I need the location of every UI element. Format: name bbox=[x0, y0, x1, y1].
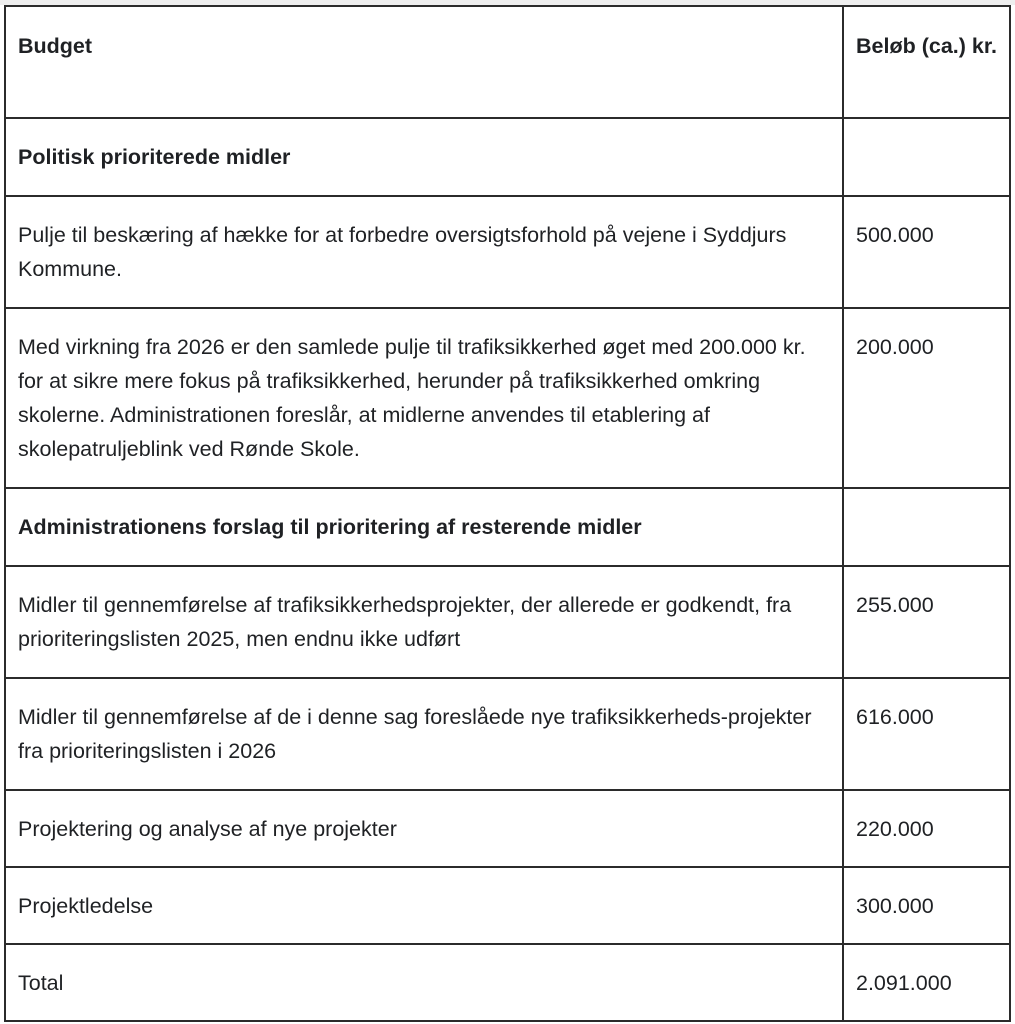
amount-cell: 200.000 bbox=[843, 308, 1010, 488]
amount-cell: 300.000 bbox=[843, 867, 1010, 944]
table-row bbox=[5, 790, 1010, 867]
total-amount: 2.091.000 bbox=[843, 944, 1010, 1021]
description-cell: Pulje til beskæring af hække for at forbedre oversigtsforhold på vejene i Syddjurs Kommune. bbox=[5, 196, 843, 308]
amount-cell: 616.000 bbox=[843, 678, 1010, 790]
section-title: Administrationens forslag til prioritering af resterende midler bbox=[5, 488, 843, 566]
section-title: Politisk prioriterede midler bbox=[5, 118, 843, 196]
amount-cell bbox=[843, 118, 1010, 196]
total-row bbox=[5, 944, 1010, 1021]
amount-cell: 255.000 bbox=[843, 566, 1010, 678]
table-row bbox=[5, 678, 1010, 790]
table-row bbox=[5, 196, 1010, 308]
section-row-political bbox=[5, 118, 1010, 196]
description-cell: Midler til gennemførelse af de i denne sag foreslåede nye trafiksikkerheds-projekter fra prioriteringslisten i 2026 bbox=[5, 678, 843, 790]
description-cell: Midler til gennemførelse af trafiksikkerhedsprojekter, der allerede er godkendt, fra prioriteringslisten 2025, men endnu ikke udført bbox=[5, 566, 843, 678]
amount-cell bbox=[843, 488, 1010, 566]
table-header-row bbox=[5, 6, 1010, 118]
section-row-administration bbox=[5, 488, 1010, 566]
amount-cell: 500.000 bbox=[843, 196, 1010, 308]
table-row bbox=[5, 308, 1010, 488]
header-budget: Budget bbox=[5, 6, 843, 118]
amount-cell: 220.000 bbox=[843, 790, 1010, 867]
header-amount: Beløb (ca.) kr. bbox=[843, 6, 1010, 118]
description-cell: Med virkning fra 2026 er den samlede pulje til trafiksikkerhed øget med 200.000 kr. for at sikre mere fokus på trafiksikkerhed, herunder på trafiksikkerhed omkring skolerne. Administrationen foreslår, at midlerne anvendes til etablering af skolepatruljeblink ved Rønde Skole. bbox=[5, 308, 843, 488]
table-row bbox=[5, 566, 1010, 678]
table-row bbox=[5, 867, 1010, 944]
description-cell: Projektering og analyse af nye projekter bbox=[5, 790, 843, 867]
description-cell: Projektledelse bbox=[5, 867, 843, 944]
budget-table bbox=[4, 5, 1011, 1022]
total-label: Total bbox=[5, 944, 843, 1021]
